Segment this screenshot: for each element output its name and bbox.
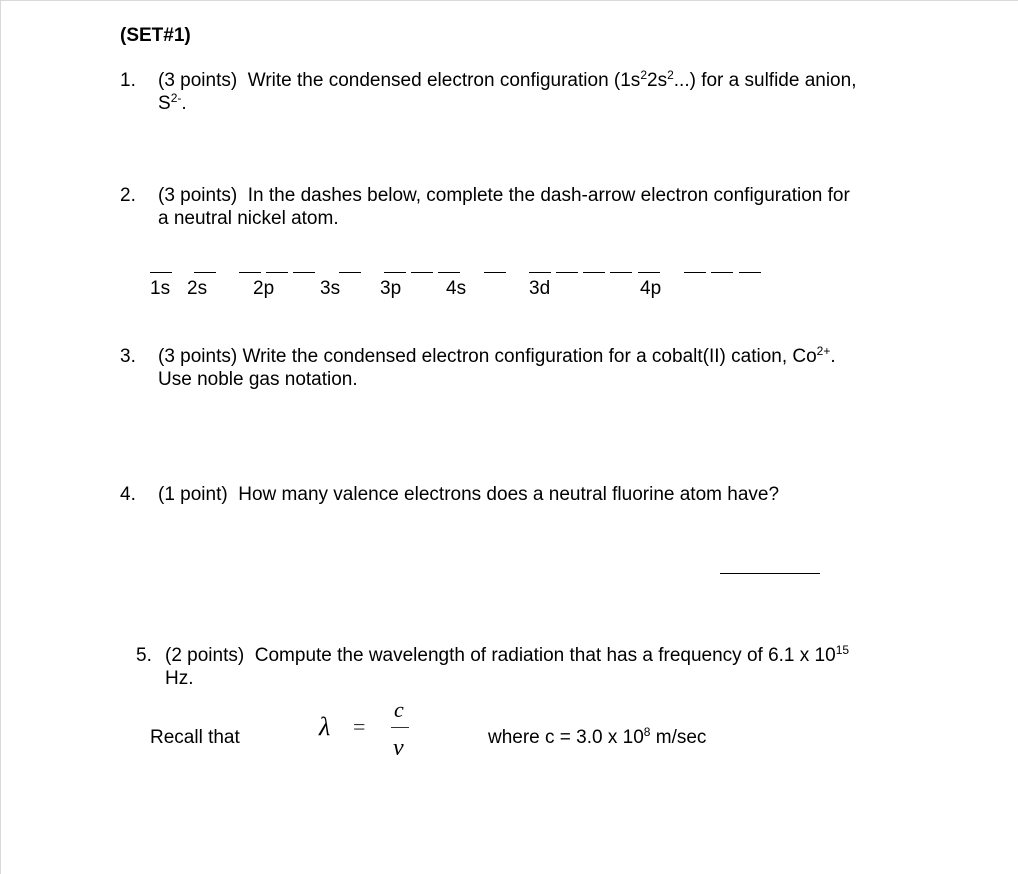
page-top-border xyxy=(0,0,1018,1)
orbital-blank-3d-4[interactable] xyxy=(610,272,632,273)
q5-text-line2: Hz. xyxy=(165,668,194,689)
set-header: (SET#1) xyxy=(120,25,191,46)
orbital-blank-2p-3[interactable] xyxy=(293,272,315,273)
orbital-blank-4p-2[interactable] xyxy=(711,272,733,273)
orbital-label-3d: 3d xyxy=(529,278,551,299)
orbital-label-4s: 4s xyxy=(446,278,467,299)
q2-text-line1: (3 points) In the dashes below, complete the dash-arrow electron configuration for xyxy=(158,185,850,206)
orbital-blank-1s[interactable] xyxy=(150,272,172,273)
fraction-bar xyxy=(391,727,409,728)
q4-number: 4. xyxy=(120,484,136,505)
orbital-blank-3d-3[interactable] xyxy=(583,272,605,273)
formula-numerator: c xyxy=(394,697,404,722)
orbital-blank-4s[interactable] xyxy=(484,272,506,273)
formula-denominator: ν xyxy=(393,735,404,761)
q5-points: (2 points) xyxy=(165,645,245,666)
q1-number: 1. xyxy=(120,70,136,91)
q2-points: (3 points) xyxy=(158,185,238,206)
orbital-label-3p: 3p xyxy=(380,278,402,299)
orbital-blank-3p-1[interactable] xyxy=(384,272,406,273)
q3-number: 3. xyxy=(120,346,136,367)
q1-text-line2: $S^{2-}$. xyxy=(158,91,187,114)
speed-of-light-note: where c = 3.0 x $10^8$ m/sec xyxy=(488,725,707,748)
orbital-blank-4p-3[interactable] xyxy=(739,272,761,273)
equals-sign: = xyxy=(353,714,366,739)
q3-text-line1: (3 points) Write the condensed electron configuration for a cobalt(II) cation, $Co^{2+}$. xyxy=(158,344,836,367)
q1-text-line1: (3 points) Write the condensed electron configuration $(1s^22s^2...)$ for a sulfide anion, xyxy=(158,68,857,91)
orbital-blank-3d-2[interactable] xyxy=(556,272,578,273)
orbital-blank-2p-1[interactable] xyxy=(239,272,261,273)
q2-number: 2. xyxy=(120,185,136,206)
q4-text: (1 point) How many valence electrons does a neutral fluorine atom have? xyxy=(158,484,780,505)
orbital-blank-3d-5[interactable] xyxy=(638,272,660,273)
orbital-blank-3s[interactable] xyxy=(339,272,361,273)
orbital-blank-2s[interactable] xyxy=(194,272,216,273)
q3-text-line2: Use noble gas notation. xyxy=(158,369,358,390)
orbital-blank-3d-1[interactable] xyxy=(529,272,551,273)
lambda-symbol: λ xyxy=(319,712,331,741)
q4-answer-line[interactable] xyxy=(720,573,820,574)
orbital-label-1s: 1s xyxy=(150,278,171,299)
recall-label: Recall that xyxy=(150,727,240,748)
orbital-blank-4p-1[interactable] xyxy=(684,272,706,273)
q1-points: (3 points) xyxy=(158,70,238,91)
orbital-blank-3p-2[interactable] xyxy=(411,272,433,273)
orbital-label-2s: 2s xyxy=(187,278,208,299)
q5-text-line1: (2 points) Compute the wavelength of radiation that has a frequency of 6.1 x $10^{15}$ xyxy=(165,643,850,666)
q5-number: 5. xyxy=(136,645,152,666)
orbital-blank-2p-2[interactable] xyxy=(266,272,288,273)
q2-text-line2: a neutral nickel atom. xyxy=(158,208,339,229)
orbital-blank-3p-3[interactable] xyxy=(438,272,460,273)
orbital-label-4p: 4p xyxy=(640,278,662,299)
q3-points: (3 points) xyxy=(158,346,238,367)
orbital-label-2p: 2p xyxy=(253,278,275,299)
q4-points: (1 point) xyxy=(158,484,228,505)
orbital-label-3s: 3s xyxy=(320,278,341,299)
page-left-border xyxy=(0,0,1,874)
